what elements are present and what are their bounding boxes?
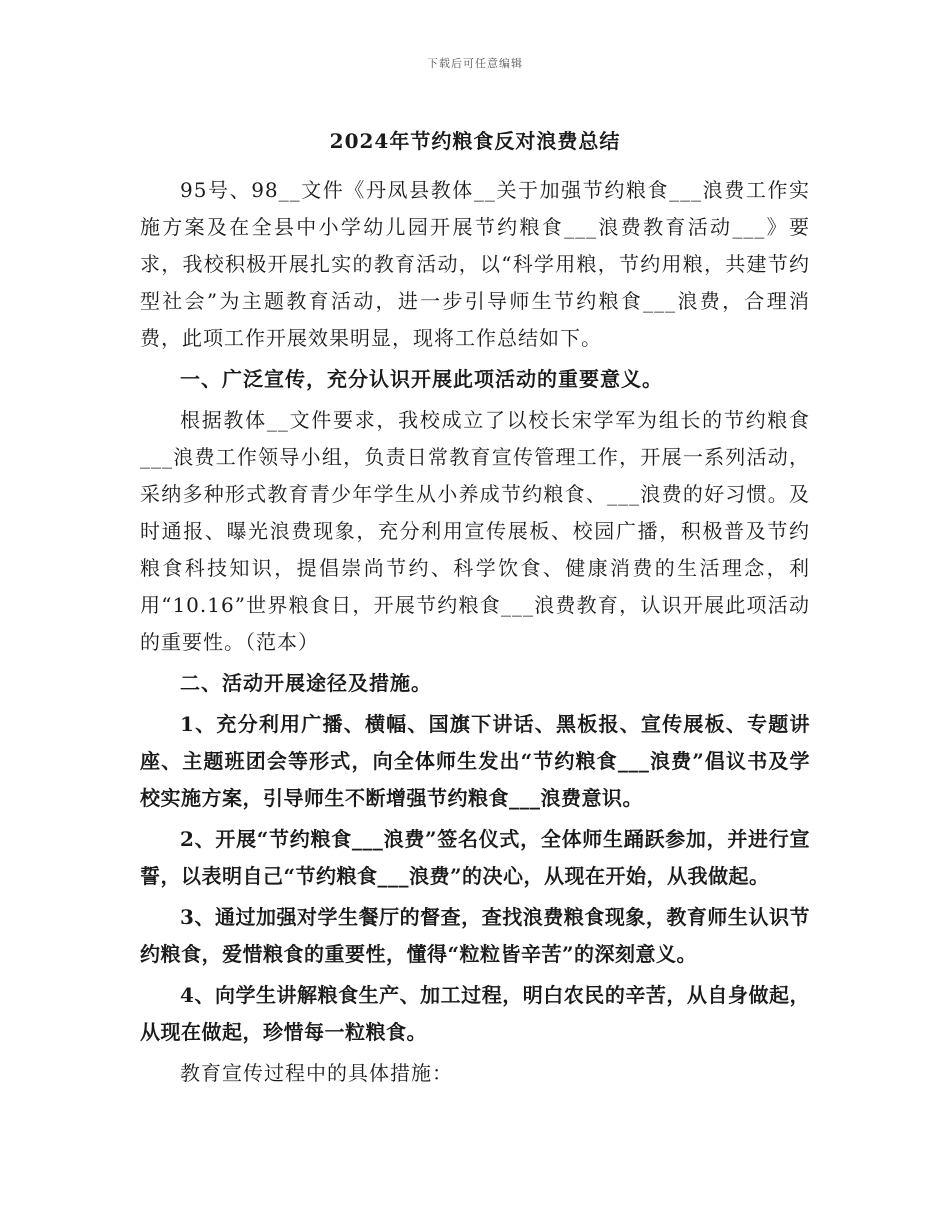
document-title: 2024年节约粮食反对浪费总结: [329, 129, 621, 153]
measures-intro: 教育宣传过程中的具体措施：: [180, 1061, 453, 1085]
section-heading-1: 一、广泛宣传，充分认识开展此项活动的重要意义。: [180, 367, 663, 391]
intro-paragraph: 95号、98__文件《丹凤县教体__关于加强节约粮食___浪费工作实施方案及在全县中小学幼儿园开展节约粮食___浪费教育活动___》要求，我校积极开展扎实的教育活动，以“科学用粮，节约用粮，共建节约型社会”为主题教育活动，进一步引导师生节约粮食___浪费，合理消费，此项工作开展效果明显，现将工作总结如下。: [140, 178, 810, 350]
measure-item-4: 4、向学生讲解粮食生产、加工过程，明白农民的辛苦，从自身做起，从现在做起，珍惜每一粒粮食。: [140, 983, 810, 1044]
measure-item-1: 1、充分利用广播、横幅、国旗下讲话、黑板报、宣传展板、专题讲座、主题班团会等形式，向全体师生发出“节约粮食___浪费”倡议书及学校实施方案，引导师生不断增强节约粮食___浪费意识。: [140, 712, 810, 810]
measure-item-3: 3、通过加强对学生餐厅的督查，查找浪费粮食现象，教育师生认识节约粮食，爱惜粮食的重要性，懂得“粒粒皆辛苦”的深刻意义。: [140, 905, 810, 966]
document-body: [140, 172, 810, 1092]
measure-item-2: 2、开展“节约粮食___浪费”签名仪式，全体师生踊跃参加，并进行宣誓，以表明自己“节约粮食___浪费”的决心，从现在开始，从我做起。: [140, 827, 810, 888]
section-1-paragraph: 根据教体__文件要求，我校成立了以校长宋学军为组长的节约粮食___浪费工作领导小组，负责日常教育宣传管理工作，开展一系列活动，采纳多种形式教育青少年学生从小养成节约粮食、___浪费的好习惯。及时通报、曝光浪费现象，充分利用宣传展板、校园广播，积极普及节约粮食科技知识，提倡崇尚节约、科学饮食、健康消费的生活理念，利用“10.16”世界粮食日，开展节约粮食___浪费教育，认识开展此项活动的重要性。（范本）: [140, 408, 810, 654]
section-heading-2: 二、活动开展途径及措施。: [180, 671, 432, 695]
header-note: 下载后可任意编辑: [427, 57, 523, 70]
